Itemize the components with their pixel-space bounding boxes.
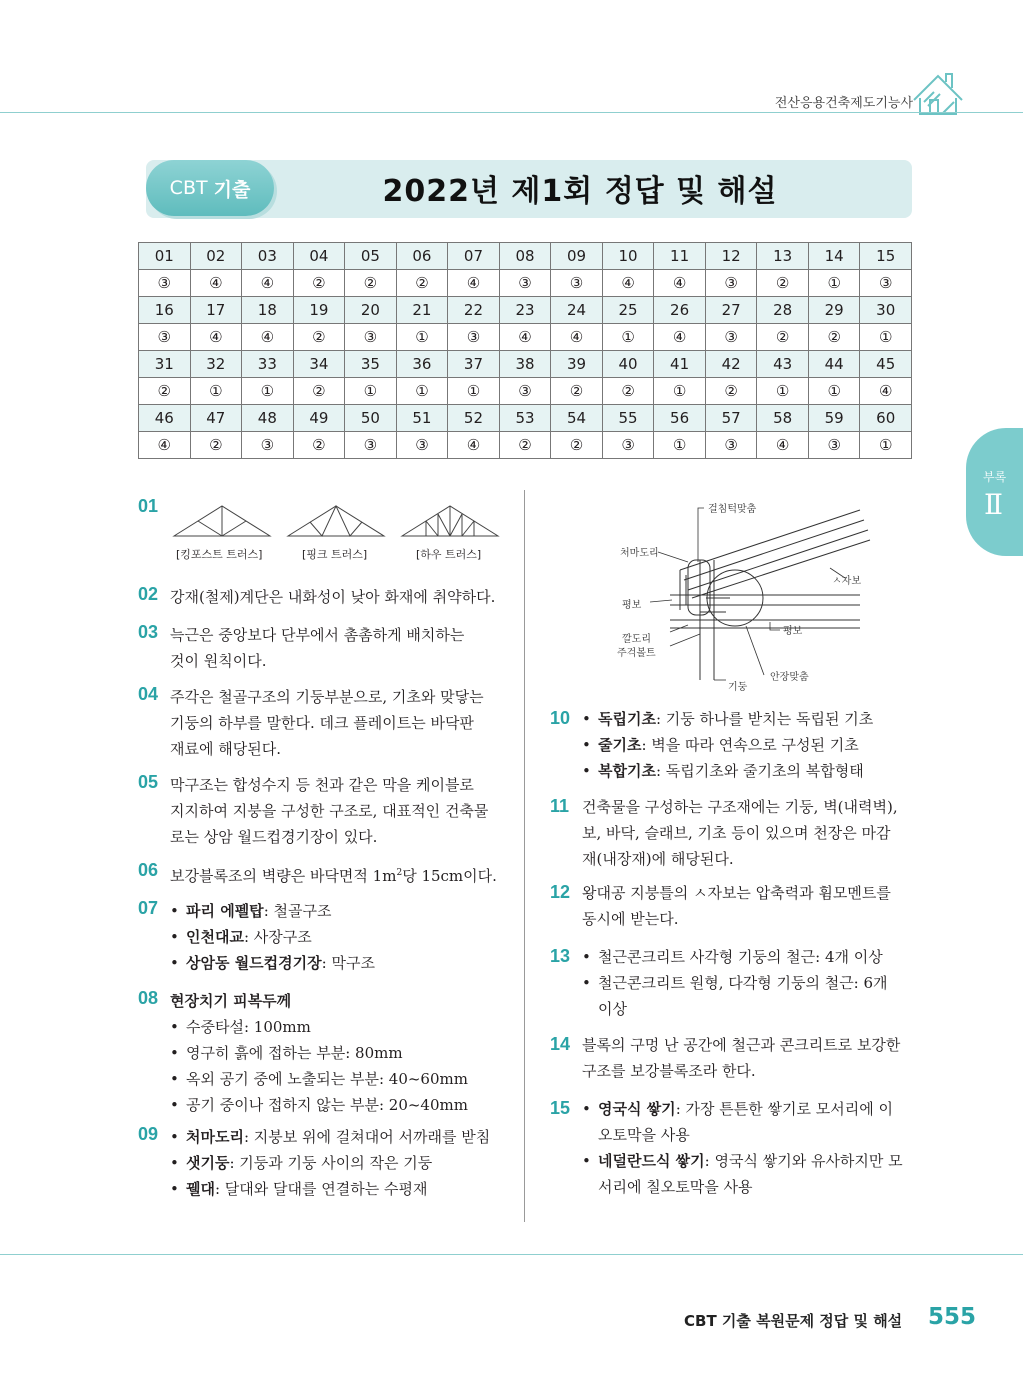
- definition: : 벽을 따라 연속으로 구성된 기초: [641, 736, 859, 754]
- diagram-label: 평보: [622, 600, 642, 611]
- question-number-cell: 42: [705, 351, 757, 378]
- answer-cell: ④: [448, 270, 500, 297]
- question-number-cell: 21: [396, 297, 448, 324]
- q06-post: 당 15cm이다.: [402, 867, 497, 885]
- q10-number: 10: [550, 708, 571, 728]
- question-number-cell: 58: [757, 405, 809, 432]
- q10-list: [582, 706, 873, 784]
- question-number-cell: 24: [551, 297, 603, 324]
- answer-cell: ①: [448, 378, 500, 405]
- question-number-cell: 30: [860, 297, 912, 324]
- answer-cell: ③: [602, 432, 654, 459]
- q03-line: 것이 원칙이다.: [170, 652, 267, 670]
- q06-sup: 2: [396, 868, 403, 878]
- q04-line: 기둥의 하부를 말한다. 데크 플레이트는 바닥판: [170, 714, 474, 732]
- answer-cell: ③: [448, 324, 500, 351]
- question-number-cell: 43: [757, 351, 809, 378]
- answer-cell: ③: [808, 432, 860, 459]
- answer-cell: ①: [654, 432, 706, 459]
- list-item: • 공기 중이나 접하지 않는 부분: 20~40mm: [170, 1092, 468, 1118]
- list-item: [170, 1124, 490, 1150]
- answer-row: [139, 324, 912, 351]
- q15-number: 15: [550, 1098, 571, 1118]
- definition: : 독립기초와 줄기초의 복합형태: [655, 762, 864, 780]
- question-number-cell: 16: [139, 297, 191, 324]
- answer-cell: ②: [345, 270, 397, 297]
- answer-cell: ②: [602, 378, 654, 405]
- answer-cell: ②: [551, 432, 603, 459]
- question-number-cell: 23: [499, 297, 551, 324]
- list-item: • 철근콘크리트 사각형 기둥의 철근: 4개 이상: [582, 944, 888, 970]
- answer-cell: ②: [551, 378, 603, 405]
- q05-text: [170, 772, 488, 850]
- question-number-cell: 53: [499, 405, 551, 432]
- answer-table: [138, 242, 912, 459]
- answer-cell: ②: [293, 270, 345, 297]
- question-number-cell: 02: [190, 243, 242, 270]
- definition: : 철골구조: [263, 902, 332, 920]
- q05-number: 05: [138, 772, 159, 792]
- answer-cell: ②: [396, 270, 448, 297]
- question-number-cell: 37: [448, 351, 500, 378]
- q07-number: 07: [138, 898, 159, 918]
- q11-line: 건축물을 구성하는 구조재에는 기둥, 벽(내력벽),: [582, 798, 898, 816]
- q07-list: [170, 898, 375, 976]
- q05-line: 지지하여 지붕을 구성한 구조로, 대표적인 건축물: [170, 802, 489, 820]
- q06-number: 06: [138, 860, 159, 880]
- footer-text: CBT 기출 복원문제 정답 및 해설: [684, 1312, 903, 1330]
- question-number-cell: 36: [396, 351, 448, 378]
- question-number-cell: 29: [808, 297, 860, 324]
- answer-cell: ③: [242, 432, 294, 459]
- q05-line: 막구조는 합성수지 등 천과 같은 막을 케이블로: [170, 776, 474, 794]
- question-number-cell: 38: [499, 351, 551, 378]
- term: 상암동 월드컵경기장: [186, 954, 322, 972]
- question-number-cell: 47: [190, 405, 242, 432]
- answer-cell: ①: [757, 378, 809, 405]
- q04-text: [170, 684, 484, 762]
- question-number-cell: 55: [602, 405, 654, 432]
- answer-cell: ①: [860, 324, 912, 351]
- q05-line: 로는 상암 월드컵경기장이 있다.: [170, 828, 378, 846]
- truss-label-fink: [핑크 트러스]: [302, 548, 368, 561]
- question-number-cell: 09: [551, 243, 603, 270]
- answer-cell: ②: [757, 324, 809, 351]
- list-item: [582, 1148, 903, 1200]
- answer-cell: ③: [499, 378, 551, 405]
- q04-number: 04: [138, 684, 159, 704]
- diagram-label: 기둥: [728, 682, 748, 693]
- q14-number: 14: [550, 1034, 571, 1054]
- q08-number: 08: [138, 988, 159, 1008]
- term: 파리 에펠탑: [186, 902, 264, 920]
- answer-cell: ②: [705, 378, 757, 405]
- q03-line: 늑근은 중앙보다 단부에서 촘촘하게 배치하는: [170, 626, 465, 644]
- q06-pre: 보강블록조의 벽량은 바닥면적 1m: [170, 867, 397, 885]
- answer-cell: ④: [499, 324, 551, 351]
- list-item: [170, 1176, 490, 1202]
- answer-cell: ③: [345, 432, 397, 459]
- definition: : 영국식 쌓기와 유사하지만 모: [704, 1152, 903, 1170]
- question-number-cell: 03: [242, 243, 294, 270]
- term: 줄기초: [598, 736, 642, 754]
- page-title: 2022년 제1회 정답 및 해설: [382, 174, 778, 209]
- question-number-cell: 44: [808, 351, 860, 378]
- answer-cell: ①: [860, 432, 912, 459]
- answer-row: [139, 378, 912, 405]
- list-item: [582, 1096, 903, 1148]
- diagram-label: 깔도리: [622, 634, 651, 645]
- answer-cell: ①: [654, 378, 706, 405]
- q12-text: [582, 880, 891, 932]
- list-item: [170, 1150, 490, 1176]
- question-number-cell: 45: [860, 351, 912, 378]
- question-number-cell: 50: [345, 405, 397, 432]
- question-number-cell: 04: [293, 243, 345, 270]
- answer-cell: ①: [808, 378, 860, 405]
- footer-rule: [0, 1254, 1023, 1255]
- book-title: 전산응용건축제도기능사: [774, 96, 913, 111]
- answer-cell: ④: [654, 324, 706, 351]
- answer-cell: ③: [860, 270, 912, 297]
- question-number-row: [139, 243, 912, 270]
- answer-cell: ②: [499, 432, 551, 459]
- answer-cell: ④: [654, 270, 706, 297]
- question-number-row: [139, 351, 912, 378]
- answer-cell: ②: [293, 432, 345, 459]
- answer-cell: ③: [551, 270, 603, 297]
- definition-cont: 서리에 칠오토막을 사용: [598, 1178, 753, 1196]
- question-number-cell: 13: [757, 243, 809, 270]
- answer-row: [139, 432, 912, 459]
- answer-cell: ③: [705, 324, 757, 351]
- list-item: [582, 732, 873, 758]
- cbt-tag: [146, 160, 274, 216]
- question-number-cell: 26: [654, 297, 706, 324]
- question-number-cell: 11: [654, 243, 706, 270]
- q09-number: 09: [138, 1124, 159, 1144]
- answer-cell: ④: [139, 432, 191, 459]
- question-number-cell: 48: [242, 405, 294, 432]
- answer-cell: ③: [139, 270, 191, 297]
- question-number-row: [139, 405, 912, 432]
- house-icon: [910, 70, 966, 116]
- list-item: • 수중타설: 100mm: [170, 1014, 468, 1040]
- term: 처마도리: [186, 1128, 244, 1146]
- q13-list: [582, 944, 888, 1022]
- question-number-cell: 14: [808, 243, 860, 270]
- answer-cell: ④: [551, 324, 603, 351]
- question-number-cell: 35: [345, 351, 397, 378]
- list-item: [582, 706, 873, 732]
- question-number-cell: 40: [602, 351, 654, 378]
- question-number-cell: 32: [190, 351, 242, 378]
- q04-line: 주각은 철골구조의 기둥부분으로, 기초와 맞닿는: [170, 688, 484, 706]
- cbt-tag-label: 기출: [213, 178, 251, 201]
- answer-cell: ④: [757, 432, 809, 459]
- q14-line: 구조를 보강블록조라 한다.: [582, 1062, 756, 1080]
- answer-cell: ①: [602, 324, 654, 351]
- header-rule: [0, 112, 1023, 113]
- question-number-cell: 05: [345, 243, 397, 270]
- question-number-cell: 31: [139, 351, 191, 378]
- q03-number: 03: [138, 622, 159, 642]
- answer-row: [139, 270, 912, 297]
- definition: : 달대와 달대를 연결하는 수평재: [214, 1180, 428, 1198]
- question-number-cell: 01: [139, 243, 191, 270]
- diagram-label: ㅅ자보: [832, 576, 861, 587]
- answer-cell: ③: [396, 432, 448, 459]
- answer-cell: ②: [293, 378, 345, 405]
- question-number-cell: 33: [242, 351, 294, 378]
- q14-text: [582, 1032, 900, 1084]
- truss-diagrams: [170, 500, 510, 540]
- question-number-cell: 57: [705, 405, 757, 432]
- question-number-cell: 19: [293, 297, 345, 324]
- term: 샛기둥: [186, 1154, 230, 1172]
- definition: : 막구조: [321, 954, 375, 972]
- question-number-cell: 51: [396, 405, 448, 432]
- definition: : 가장 튼튼한 쌓기로 모서리에 이: [675, 1100, 893, 1118]
- q01-number: 01: [138, 496, 159, 516]
- q11-line: 재(내장재)에 해당된다.: [582, 850, 734, 868]
- answer-cell: ③: [499, 270, 551, 297]
- q14-line: 블록의 구멍 난 공간에 철근과 콘크리트로 보강한: [582, 1036, 901, 1054]
- q12-line: 동시에 받는다.: [582, 910, 679, 928]
- list-item-line: • 철근콘크리트 원형, 다각형 기둥의 철근: 6개: [598, 974, 888, 992]
- term: 네덜란드식 쌓기: [598, 1152, 705, 1170]
- answer-cell: ④: [190, 270, 242, 297]
- question-number-cell: 54: [551, 405, 603, 432]
- list-item: [170, 898, 375, 924]
- list-item: [582, 758, 873, 784]
- question-number-cell: 18: [242, 297, 294, 324]
- list-item: [582, 970, 888, 1022]
- definition-cont: 오토막을 사용: [598, 1126, 690, 1144]
- definition: : 지붕보 위에 걸쳐대어 서까래를 받침: [243, 1128, 491, 1146]
- q02-number: 02: [138, 584, 159, 604]
- q03-text: [170, 622, 464, 674]
- diagram-label: 주걱볼트: [617, 648, 656, 659]
- diagram-label: 안장맞춤: [770, 672, 809, 683]
- answer-cell: ④: [242, 324, 294, 351]
- question-number-cell: 20: [345, 297, 397, 324]
- q11-line: 보, 바닥, 슬래브, 기초 등이 있으며 천장은 마감: [582, 824, 891, 842]
- answer-cell: ①: [190, 378, 242, 405]
- column-divider: [524, 490, 525, 1222]
- definition: : 기둥 하나를 받치는 독립된 기초: [655, 710, 874, 728]
- page-number: 555: [928, 1304, 977, 1330]
- answer-cell: ②: [139, 378, 191, 405]
- question-number-cell: 06: [396, 243, 448, 270]
- answer-cell: ③: [705, 432, 757, 459]
- q15-list: [582, 1096, 903, 1200]
- question-number-cell: 60: [860, 405, 912, 432]
- question-number-cell: 59: [808, 405, 860, 432]
- answer-cell: ④: [860, 378, 912, 405]
- q12-number: 12: [550, 882, 571, 902]
- roof-joint-diagram: [640, 500, 900, 690]
- diagram-label: 평보: [783, 626, 803, 637]
- cbt-tag-cbt: CBT: [169, 177, 208, 199]
- question-number-cell: 25: [602, 297, 654, 324]
- list-item: • 옥외 공기 중에 노출되는 부분: 40~60mm: [170, 1066, 468, 1092]
- answer-cell: ③: [139, 324, 191, 351]
- diagram-label: 걸침턱맞춤: [708, 504, 757, 515]
- q12-line: 왕대공 지붕틀의 ㅅ자보는 압축력과 휨모멘트를: [582, 884, 891, 902]
- q06-text: [170, 860, 497, 889]
- question-number-cell: 22: [448, 297, 500, 324]
- question-number-cell: 17: [190, 297, 242, 324]
- question-number-cell: 07: [448, 243, 500, 270]
- list-item: [170, 924, 375, 950]
- answer-cell: ①: [396, 324, 448, 351]
- question-number-cell: 34: [293, 351, 345, 378]
- diagram-label: 처마도리: [620, 548, 659, 559]
- q13-number: 13: [550, 946, 571, 966]
- question-number-cell: 28: [757, 297, 809, 324]
- list-item-line: 이상: [598, 1000, 627, 1018]
- answer-cell: ②: [190, 432, 242, 459]
- list-item: • 영구히 흙에 접하는 부분: 80mm: [170, 1040, 468, 1066]
- term: 복합기초: [598, 762, 656, 780]
- question-number-cell: 08: [499, 243, 551, 270]
- q02-text: 강재(철제)계단은 내화성이 낮아 화재에 취약하다.: [170, 588, 496, 606]
- q08-heading: 현장치기 피복두께: [170, 992, 292, 1010]
- answer-cell: ①: [396, 378, 448, 405]
- question-number-cell: 27: [705, 297, 757, 324]
- q09-list: [170, 1124, 490, 1202]
- answer-cell: ④: [242, 270, 294, 297]
- question-number-cell: 49: [293, 405, 345, 432]
- answer-cell: ③: [345, 324, 397, 351]
- question-number-cell: 41: [654, 351, 706, 378]
- answer-cell: ②: [808, 324, 860, 351]
- answer-cell: ①: [242, 378, 294, 405]
- appendix-tab-label: 부록: [983, 470, 1007, 484]
- term: 영국식 쌓기: [598, 1100, 676, 1118]
- definition: : 기둥과 기둥 사이의 작은 기둥: [229, 1154, 433, 1172]
- question-number-cell: 15: [860, 243, 912, 270]
- truss-label-kingpost: [킹포스트 트러스]: [176, 548, 263, 561]
- term: 독립기초: [598, 710, 656, 728]
- appendix-tab: [966, 428, 1023, 556]
- answer-cell: ④: [190, 324, 242, 351]
- question-number-cell: 46: [139, 405, 191, 432]
- appendix-tab-numeral: Ⅱ: [984, 488, 1004, 521]
- q11-text: [582, 794, 898, 872]
- list-item: [170, 950, 375, 976]
- question-number-cell: 56: [654, 405, 706, 432]
- truss-label-howe: [하우 트러스]: [416, 548, 482, 561]
- q08-list: [170, 988, 468, 1118]
- answer-cell: ②: [293, 324, 345, 351]
- term: 인천대교: [186, 928, 244, 946]
- answer-cell: ①: [808, 270, 860, 297]
- term: 꿸대: [186, 1180, 215, 1198]
- question-number-cell: 12: [705, 243, 757, 270]
- question-number-row: [139, 297, 912, 324]
- answer-cell: ③: [705, 270, 757, 297]
- q04-line: 재료에 해당된다.: [170, 740, 281, 758]
- question-number-cell: 39: [551, 351, 603, 378]
- answer-cell: ④: [448, 432, 500, 459]
- answer-cell: ②: [757, 270, 809, 297]
- q11-number: 11: [550, 796, 570, 816]
- answer-cell: ④: [602, 270, 654, 297]
- question-number-cell: 10: [602, 243, 654, 270]
- definition: : 사장구조: [243, 928, 312, 946]
- answer-cell: ①: [345, 378, 397, 405]
- question-number-cell: 52: [448, 405, 500, 432]
